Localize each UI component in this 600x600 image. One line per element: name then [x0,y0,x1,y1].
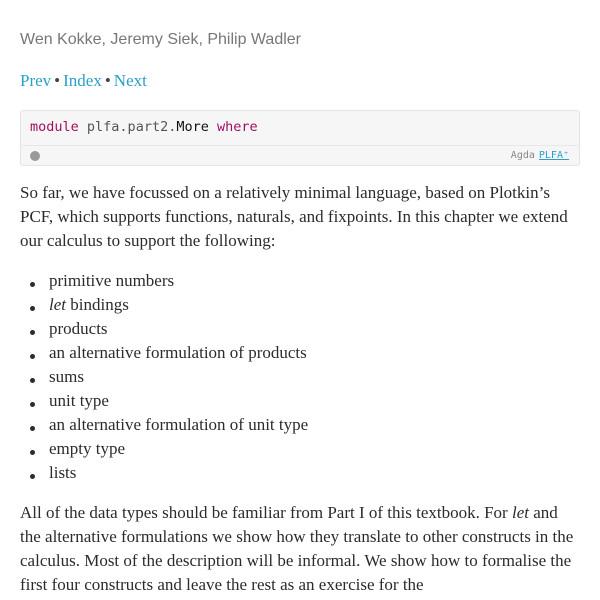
let-emphasis: let [511,503,529,522]
keyword-where: where [216,119,258,135]
chapter-navigation [20,71,147,91]
keyword-module: module [30,119,79,135]
code-toolbar [21,145,579,166]
nav-separator: • [104,71,111,90]
code-line [30,119,258,135]
module-path: plfa.part2. [86,119,177,135]
intro-paragraph: So far, we have focussed on a relatively minimal language, based on Plotkin’s PCF, which supports functions, naturals, and fixpoints. In this chapter we extend our calculus to support the following: [20,183,568,250]
let-emphasis: let [49,295,66,314]
nav-separator: • [54,71,61,90]
feature-list [20,269,308,485]
paragraph-text: All of the data types should be familiar from Part I of this textbook. For [20,503,512,522]
status-dot-icon [30,151,40,161]
plfa-badge-link[interactable]: PLFA⁺ [538,150,569,161]
data-types-paragraph [20,501,580,597]
index-link[interactable]: Index [63,71,102,90]
prev-link[interactable]: Prev [20,71,52,90]
list-item-text: bindings [66,295,129,314]
language-name: Agda [510,150,535,161]
code-block [20,110,580,166]
list-item [20,293,308,317]
paragraph-text: and the alternative formulations we show how they translate to other constructs in the calculus. Most of the description will be informal. We show how to formalise the first four constructs and leave the rest as an exercise for the [20,503,574,594]
list-item: an alternative formulation of products [20,341,308,365]
authors-line: Wen Kokke, Jeremy Siek, Philip Wadler [20,31,301,48]
list-item: unit type [20,389,308,413]
next-link[interactable]: Next [113,71,147,90]
code-language-label [511,150,569,161]
list-item: sums [20,365,308,389]
list-item: products [20,317,308,341]
list-item: an alternative formulation of unit type [20,413,308,437]
list-item: lists [20,461,308,485]
list-item: primitive numbers [20,269,308,293]
module-name: More [176,119,209,135]
list-item: empty type [20,437,308,461]
